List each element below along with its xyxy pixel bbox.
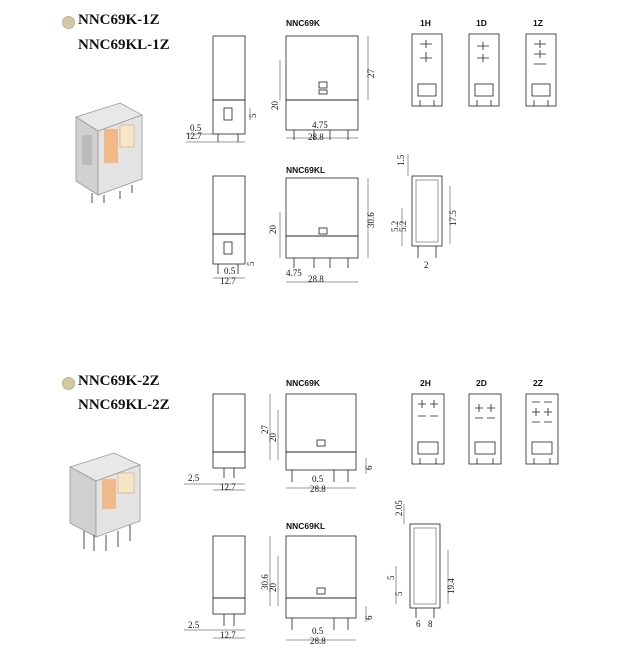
dim-label: 5	[394, 591, 404, 596]
front-view-kl	[268, 172, 378, 287]
contact-label: 2Z	[533, 378, 543, 388]
contact-diagram-1h	[410, 32, 450, 110]
dim-label: 27	[366, 69, 376, 78]
dim-label: 8	[428, 619, 433, 629]
front-view-k	[268, 30, 378, 145]
dim-label: 20	[270, 101, 280, 110]
dim-label: 0.5	[190, 123, 202, 133]
socket-diagram	[386, 500, 466, 630]
dim-label: 28.8	[310, 636, 326, 646]
bullet-icon	[62, 377, 75, 390]
side-view-kl	[180, 170, 270, 290]
dim-label: 5	[246, 261, 256, 266]
dim-label: 6	[364, 465, 374, 470]
dim-label: 30.6	[366, 212, 376, 228]
dim-label: 6	[364, 615, 374, 620]
contact-label: 1H	[420, 18, 431, 28]
socket-diagram	[390, 148, 470, 273]
side-view-k	[180, 390, 270, 500]
contact-label: 1Z	[533, 18, 543, 28]
model-title: NNC69KL-1Z	[78, 37, 170, 53]
dim-label: 6	[416, 619, 421, 629]
dim-label: 0.5	[312, 474, 324, 484]
front-view-k	[262, 390, 382, 500]
dim-label: 2.5	[188, 473, 200, 483]
contact-diagram-2z	[524, 392, 564, 468]
dim-label: 12.7	[220, 630, 236, 640]
dim-label: 5.2	[398, 220, 408, 232]
dim-label: 1.5	[396, 154, 406, 166]
dim-label: 12.7	[220, 276, 236, 286]
dim-label: 2.05	[394, 500, 404, 516]
dim-label: 4.75	[312, 120, 328, 130]
bullet-icon	[62, 16, 75, 29]
dim-label: 4.75	[286, 268, 302, 278]
dim-label: 20	[268, 225, 278, 234]
drawing-label: NNC69K	[286, 378, 321, 388]
dim-label: 12.7	[186, 131, 202, 141]
model-title: NNC69K-2Z	[78, 373, 160, 389]
dim-label: 0.5	[224, 266, 236, 276]
contact-diagram-2d	[467, 392, 507, 468]
contact-diagram-1d	[467, 32, 507, 110]
side-view-kl	[180, 530, 270, 650]
dim-label: 28.8	[308, 132, 324, 142]
model-title: NNC69KL-2Z	[78, 397, 170, 413]
dim-label: 28.8	[308, 274, 324, 284]
dim-label: 2	[424, 260, 429, 270]
contact-label: 1D	[476, 18, 487, 28]
dim-label: 20	[268, 583, 278, 592]
dim-label: 28.8	[310, 484, 326, 494]
model-title: NNC69K-1Z	[78, 12, 160, 28]
dim-label: 30.6	[260, 574, 270, 590]
contact-diagram-1z	[524, 32, 564, 110]
relay-photo	[62, 445, 152, 555]
dim-label: 5.2	[390, 220, 400, 232]
contact-label: 2H	[420, 378, 431, 388]
dim-label: 17.5	[448, 210, 458, 226]
dim-label: 12.7	[220, 482, 236, 492]
front-view-kl	[262, 530, 382, 650]
dim-label: 27	[260, 425, 270, 434]
dim-label: 2.5	[188, 620, 200, 630]
dim-label: 19.4	[446, 578, 456, 594]
relay-photo	[68, 95, 148, 205]
contact-diagram-2h	[410, 392, 450, 468]
dim-label: 20	[268, 433, 278, 442]
dim-label: 5	[248, 113, 258, 118]
side-view-k	[180, 30, 270, 150]
dim-label: 5	[386, 575, 396, 580]
drawing-label: NNC69KL	[286, 165, 326, 175]
contact-label: 2D	[476, 378, 487, 388]
drawing-label: NNC69KL	[286, 521, 326, 531]
drawing-label: NNC69K	[286, 18, 321, 28]
dim-label: 0.5	[312, 626, 324, 636]
